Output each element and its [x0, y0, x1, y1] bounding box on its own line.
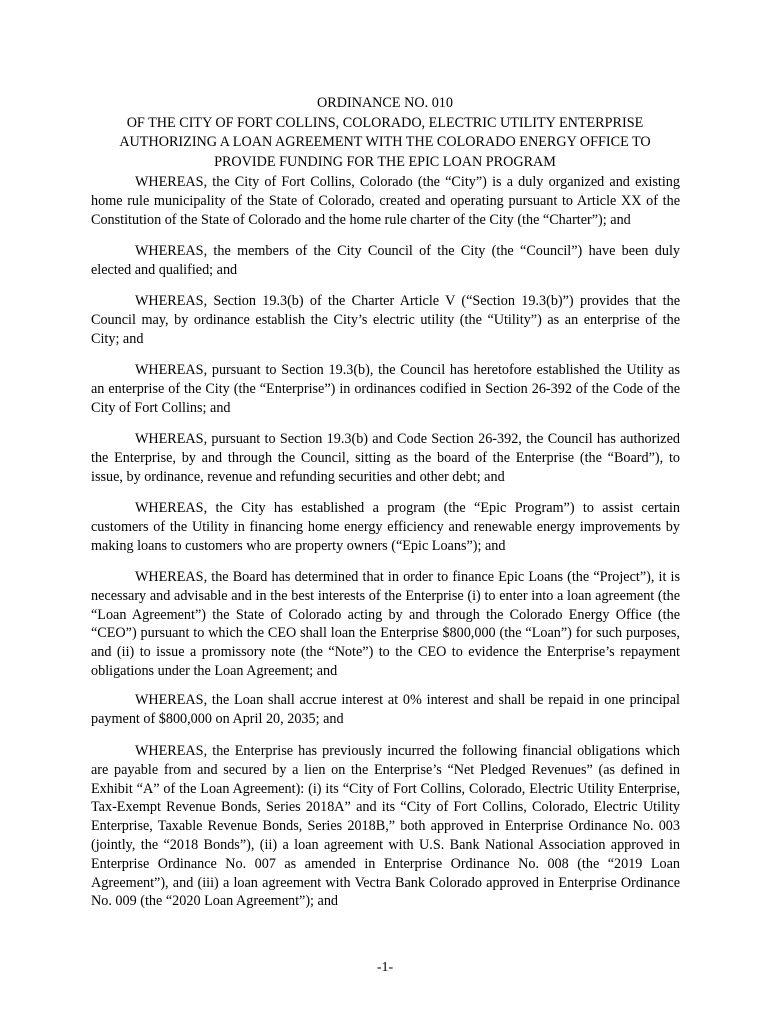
ordinance-title-line-3: PROVIDE FUNDING FOR THE EPIC LOAN PROGRAM [214, 153, 556, 170]
whereas-paragraph-3: WHEREAS, Section 19.3(b) of the Charter Article V (“Section 19.3(b)”) provides that the Council may, by ordinance establish the City’s electric utility (the “Utility”) as an enterprise of the City; and [91, 293, 680, 347]
ordinance-title-line-2: AUTHORIZING A LOAN AGREEMENT WITH THE COLORADO ENERGY OFFICE TO [119, 134, 651, 151]
whereas-paragraph-1: WHEREAS, the City of Fort Collins, Colorado (the “City”) is a duly organized and existing home rule municipality of the State of Colorado, created and operating pursuant to Article XX of the Constitution of the State of Colorado and the home rule charter of the City (the “Charter”); and [91, 174, 680, 228]
whereas-paragraph-8: WHEREAS, the Loan shall accrue interest at 0% interest and shall be repaid in one principal payment of $800,000 on April 20, 2035; and [91, 692, 680, 727]
whereas-paragraph-5: WHEREAS, pursuant to Section 19.3(b) and Code Section 26-392, the Council has authorized the Enterprise, by and through the Council, sitting as the board of the Enterprise (the “Board”), to issue, by ordinance, revenue and refunding securities and other debt; and [91, 431, 680, 485]
whereas-paragraph-2: WHEREAS, the members of the City Council of the City (the “Council”) have been duly elected and qualified; and [91, 243, 680, 278]
ordinance-header [92, 94, 678, 172]
ordinance-title-line-1: OF THE CITY OF FORT COLLINS, COLORADO, ELECTRIC UTILITY ENTERPRISE [126, 114, 644, 131]
page-number: -1- [376, 960, 394, 975]
whereas-paragraph-6: WHEREAS, the City has established a program (the “Epic Program”) to assist certain customers of the Utility in financing home energy efficiency and renewable energy improvements by making loans to customers who are property owners (“Epic Loans”); and [91, 500, 680, 554]
whereas-paragraph-7: WHEREAS, the Board has determined that in order to finance Epic Loans (the “Project”), it is necessary and advisable and in the best interests of the Enterprise (i) to enter into a loan agreement (the “Loan Agreement”) the State of Colorado acting by and through the Colorado Energy Office (the “CEO”) pursuant to which the CEO shall loan the Enterprise $800,000 (the “Loan”) for such purposes, and (ii) to issue a promissory note (the “Note”) to the CEO to evidence the Enterprise’s repayment obligations under the Loan Agreement; and [91, 569, 680, 679]
whereas-paragraph-9: WHEREAS, the Enterprise has previously incurred the following financial obligations which are payable from and secured by a lien on the Enterprise’s “Net Pledged Revenues” (as defined in Exhibit “A” of the Loan Agreement): (i) its “City of Fort Collins, Colorado, Electric Utility Enterprise, Tax-Exempt Revenue Bonds, Series 2018A” and its “City of Fort Collins, Colorado, Electric Utility Enterprise, Taxable Revenue Bonds, Series 2018B,” both approved in Enterprise Ordinance No. 003 (jointly, the “2018 Bonds”), (ii) a loan agreement with U.S. Bank National Association approved in Enterprise Ordinance No. 007 as amended in Enterprise Ordinance No. 008 (the “2019 Loan Agreement”), and (iii) a loan agreement with Vectra Bank Colorado approved in Enterprise Ordinance No. 009 (the “2020 Loan Agreement”); and [91, 743, 680, 910]
ordinance-number: ORDINANCE NO. 010 [317, 95, 453, 111]
whereas-paragraph-4: WHEREAS, pursuant to Section 19.3(b), the Council has heretofore established the Utility as an enterprise of the City (the “Enterprise”) in ordinances codified in Section 26-392 of the Code of the City of Fort Collins; and [91, 362, 680, 416]
